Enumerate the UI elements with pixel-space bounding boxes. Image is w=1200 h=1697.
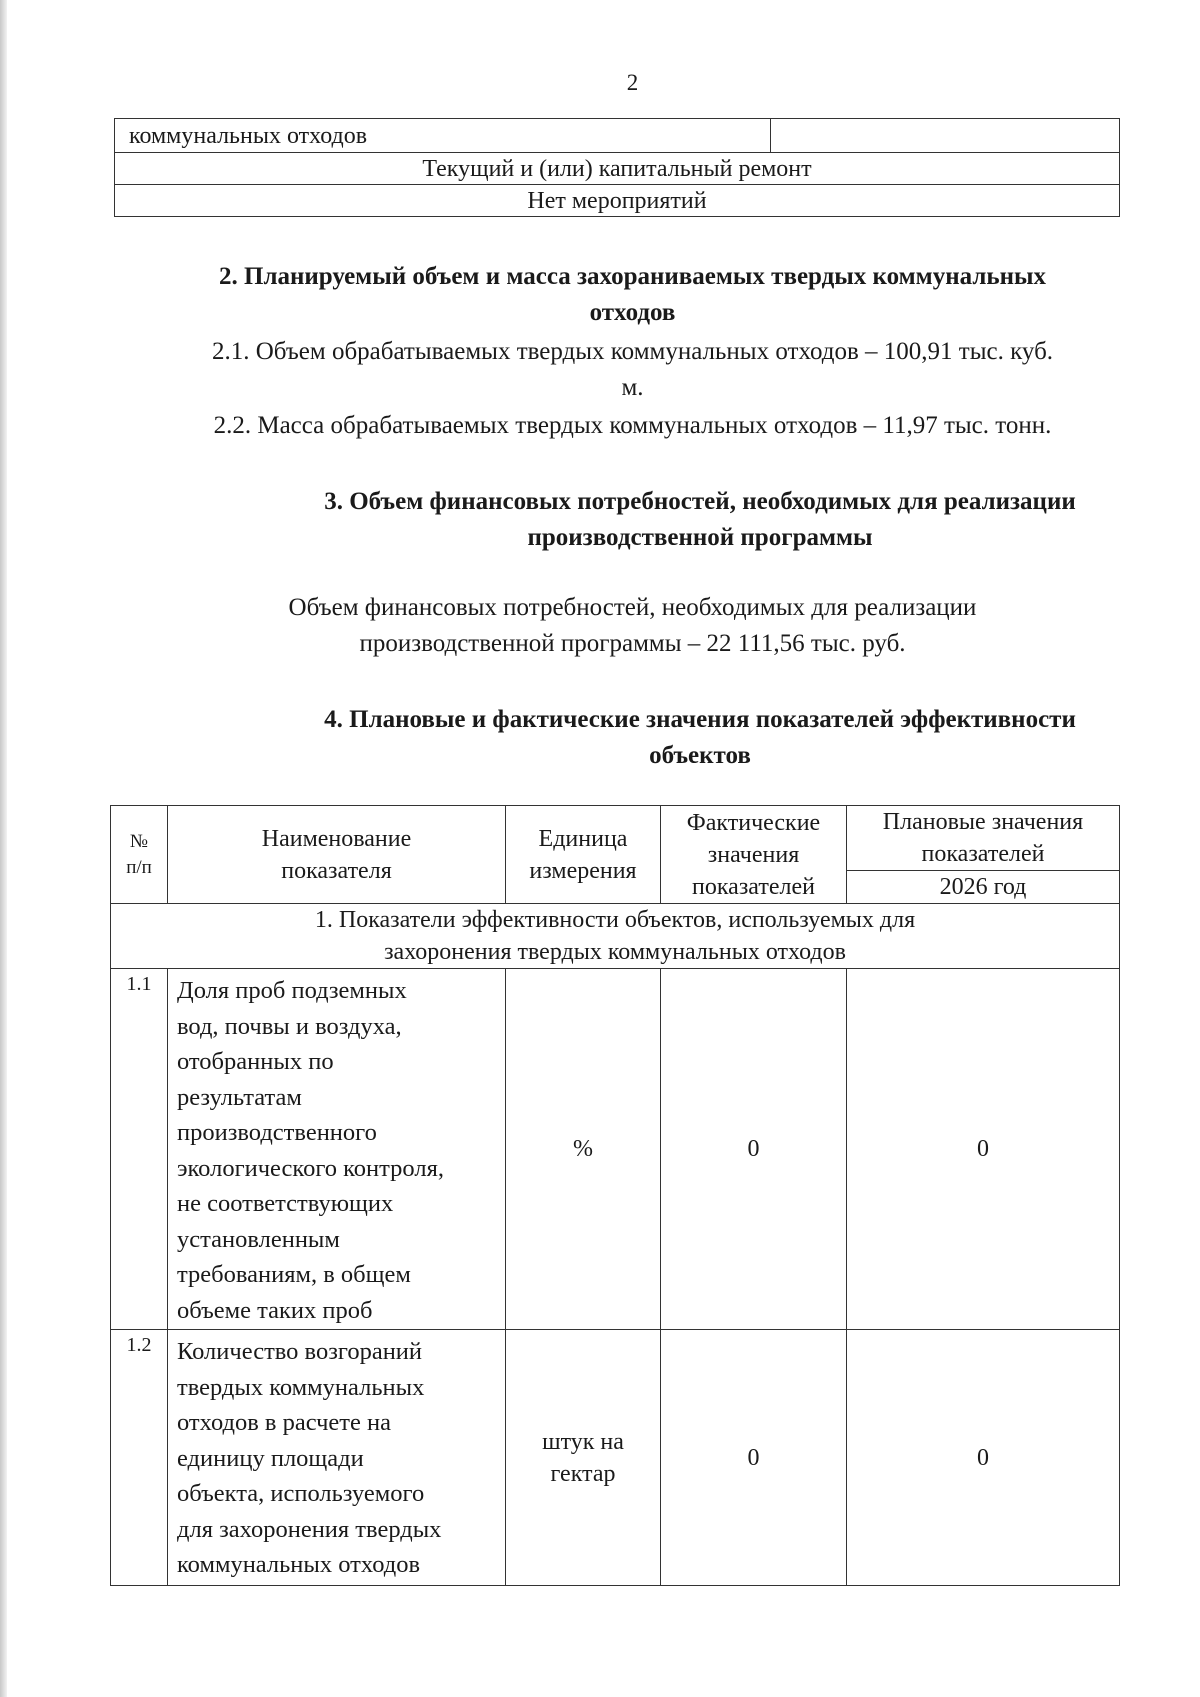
header-actual	[661, 806, 847, 904]
section2-item1-line2: м.	[621, 374, 644, 401]
section2-heading	[0, 259, 1200, 331]
section2-heading-line1: 2. Планируемый объем и масса захораниваемых твердых коммунальных	[219, 263, 1046, 290]
section2-item1-line1: 2.1. Объем обрабатываемых твердых коммунальных отходов – 100,91 тыс. куб.	[211, 338, 1054, 365]
section2-item2: 2.2. Масса обрабатываемых твердых коммунальных отходов – 11,97 тыс. тонн.	[213, 412, 1052, 439]
table-section-line2: захоронения твердых коммунальных отходов	[384, 939, 846, 965]
header-planned-line1: Плановые значения	[882, 809, 1084, 835]
row-unit	[506, 1330, 661, 1586]
table-row	[111, 969, 1120, 1330]
header-planned-line2: показателей	[921, 841, 1045, 867]
continued-cell-text: коммунальных отходов	[115, 119, 771, 153]
table-section-row	[111, 904, 1120, 969]
row-name-line: коммунальных отходов	[177, 1551, 421, 1578]
row-name-line: твердых коммунальных	[177, 1373, 425, 1401]
section4-heading-line2: объектов	[649, 742, 751, 769]
continued-cell-empty	[771, 119, 1120, 153]
header-year: 2026 год	[847, 871, 1120, 904]
section2-item1	[0, 334, 1200, 406]
section3-paragraph	[0, 590, 1200, 662]
row-unit-line: %	[573, 1136, 593, 1162]
row-name-line: требованиям, в общем	[177, 1261, 411, 1288]
header-name-line2: показателя	[281, 857, 392, 884]
section3-para-line2: производственной программы – 22 111,56 тыс. руб.	[359, 630, 906, 657]
row-actual: 0	[661, 969, 847, 1330]
header-name-line1: Наименование	[261, 825, 412, 852]
header-num-line2: п/п	[126, 856, 152, 878]
row-name-line: производственного	[177, 1119, 377, 1146]
section3-heading	[200, 484, 1200, 556]
section3-heading-line2: производственной программы	[527, 524, 873, 551]
row-name-line: Количество возгораний	[177, 1338, 423, 1365]
row-name-line: отобранных по	[177, 1048, 334, 1075]
row-name-line: отходов в расчете на	[177, 1409, 391, 1436]
row-unit	[506, 969, 661, 1330]
row-planned: 0	[847, 969, 1120, 1330]
row-name-line: объекта, используемого	[177, 1480, 425, 1507]
row-num: 1.2	[111, 1330, 168, 1586]
header-name	[168, 806, 506, 904]
header-actual-line2: значения	[707, 841, 800, 868]
header-unit-line1: Единица	[538, 825, 628, 852]
section3-para-line1: Объем финансовых потребностей, необходимых для реализации	[288, 594, 977, 621]
section2-heading-line2: отходов	[589, 299, 676, 326]
row-name-line: не соответствующих	[177, 1190, 394, 1217]
row-name-line: Доля проб подземных	[177, 977, 407, 1004]
row-name-line: единицу площади	[177, 1444, 364, 1472]
header-planned	[847, 806, 1120, 871]
header-unit	[506, 806, 661, 904]
scan-edge	[0, 0, 7, 1697]
row-name-line: результатам	[177, 1083, 302, 1111]
section4-heading	[200, 702, 1200, 774]
row-name-line: экологического контроля,	[177, 1154, 444, 1182]
row-actual: 0	[661, 1330, 847, 1586]
row-name-line: объеме таких проб	[177, 1296, 373, 1324]
indicators-table	[110, 805, 1120, 1586]
header-unit-line2: измерения	[529, 857, 637, 884]
row-unit-line: штук на	[542, 1428, 624, 1455]
table-row	[111, 1330, 1120, 1586]
row-name-line: установленным	[177, 1225, 340, 1253]
header-num-line1: №	[129, 830, 149, 852]
header-actual-line1: Фактические	[686, 809, 821, 836]
header-num	[111, 806, 168, 904]
repair-subheading: Текущий и (или) капитальный ремонт	[115, 153, 1120, 185]
row-planned: 0	[847, 1330, 1120, 1586]
header-actual-line3: показателей	[692, 873, 815, 900]
row-name-line: для захоронения твердых	[177, 1515, 442, 1543]
row-name-line: вод, почвы и воздуха,	[177, 1012, 402, 1040]
page-number: 2	[626, 70, 639, 95]
row-unit-line: гектар	[550, 1460, 616, 1487]
no-measures-text: Нет мероприятий	[115, 185, 1120, 217]
section4-heading-line1: 4. Плановые и фактические значения показателей эффективности	[324, 706, 1076, 733]
row-name	[168, 1330, 506, 1586]
measures-table-continuation	[114, 118, 1120, 217]
row-name	[168, 969, 506, 1330]
table-section-line1: 1. Показатели эффективности объектов, используемых для	[314, 907, 916, 933]
row-num: 1.1	[111, 969, 168, 1330]
section3-heading-line1: 3. Объем финансовых потребностей, необходимых для реализации	[324, 488, 1076, 515]
